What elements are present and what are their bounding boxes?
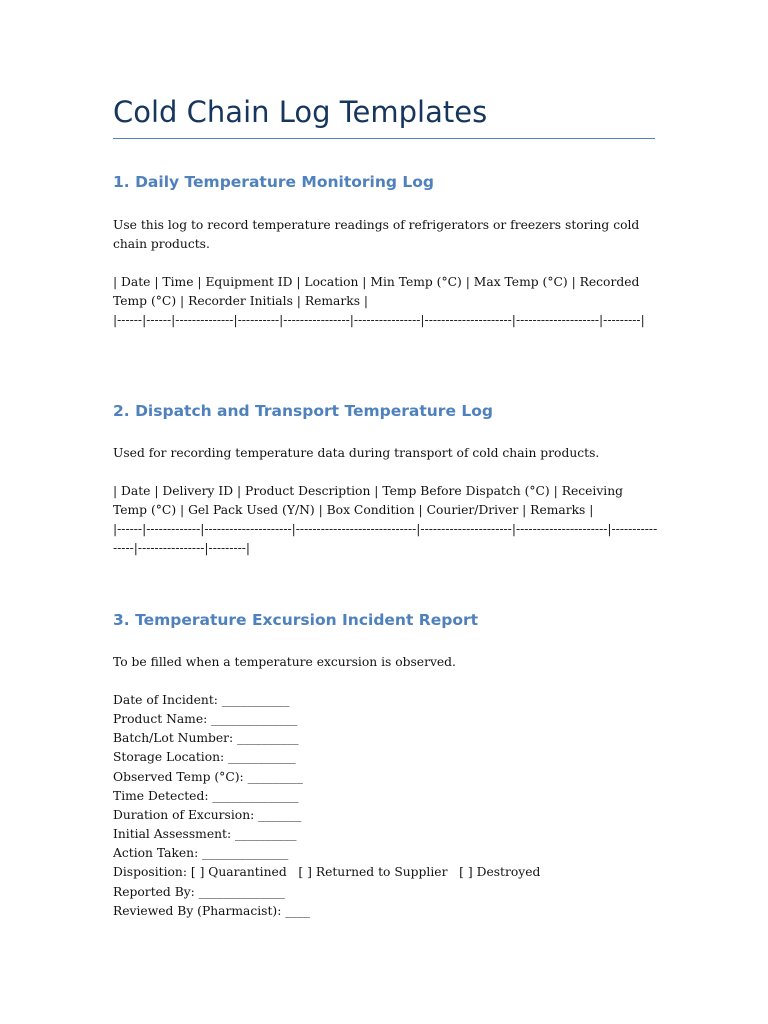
form-field-batch-lot-number: Batch/Lot Number: __________ [113,731,299,746]
section-intro-transport-log: Used for recording temperature data during transport of cold chain products. [113,446,600,460]
form-field-duration-of-excursion: Duration of Excursion: _______ [113,807,302,822]
form-field-initial-assessment: Initial Assessment: __________ [113,827,297,842]
table-header-transport-log: | Date | Delivery ID | Product Description | Temp Before Dispatch (°C) | Receiving Temp (°C) | Gel Pack Used (Y/N) | Box Condition | Courier/Driver | Remarks | [113,484,623,517]
title-underline [113,138,655,139]
table-separator-daily-log: |------|------|--------------|----------|----------------|----------------|---------------------|--------------------|---------| [113,313,645,327]
table-separator-transport-log: |------|-------------|---------------------|-----------------------------|----------------------|----------------------|----------------|----------------|---------| [113,522,658,555]
form-field-action-taken: Action Taken: ______________ [113,846,289,861]
section-heading-daily-log: 1. Daily Temperature Monitoring Log [113,173,434,191]
section-intro-daily-log: Use this log to record temperature readings of refrigerators or freezers storing cold chain products. [113,218,640,251]
form-field-date-of-incident: Date of Incident: ___________ [113,693,290,707]
table-header-daily-log: | Date | Time | Equipment ID | Location | Min Temp (°C) | Max Temp (°C) | Recorded Temp (°C) | Recorder Initials | Remarks | [113,275,640,308]
form-field-observed-temp: Observed Temp (°C): _________ [113,769,303,784]
incident-form-fields [113,691,658,921]
form-field-storage-location: Storage Location: ___________ [113,750,296,765]
form-field-disposition: Disposition: [ ] Quarantined [ ] Returned to Supplier [ ] Destroyed [113,865,541,880]
document-title: Cold Chain Log Templates [113,95,488,129]
form-field-reviewed-by: Reviewed By (Pharmacist): ____ [113,903,310,918]
form-field-time-detected: Time Detected: ______________ [113,788,299,803]
section-heading-transport-log: 2. Dispatch and Transport Temperature Log [113,402,493,420]
section-heading-incident-report: 3. Temperature Excursion Incident Report [113,611,479,629]
form-field-product-name: Product Name: ______________ [113,712,298,727]
section-intro-incident-report: To be filled when a temperature excursion is observed. [113,655,456,669]
form-field-reported-by: Reported By: ______________ [113,884,285,899]
